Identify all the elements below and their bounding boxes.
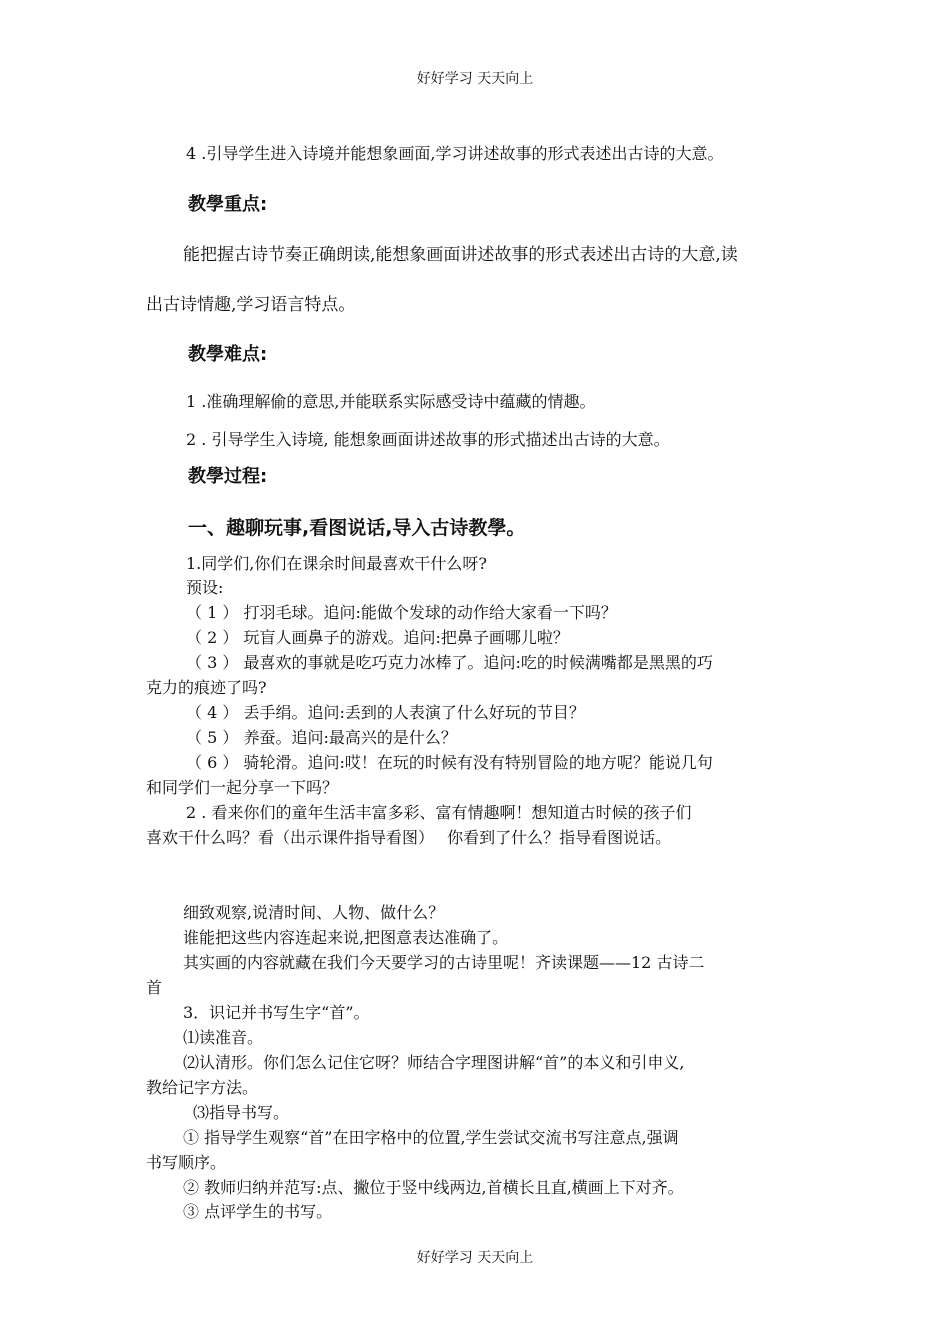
section1-heading: 一、趣聊玩事,看图说话,导入古诗教學。 <box>188 517 526 539</box>
difficulty-item: 2 . 引导学生入诗境, 能想象画面讲述故事的形式描述出古诗的大意。 <box>186 430 670 449</box>
section1-line: （ 2 ） 玩盲人画鼻子的游戏。追问:把鼻子画哪儿啦？ <box>186 628 569 647</box>
objective-4: 4 .引导学生进入诗境并能想象画面,学习讲述故事的形式表述出古诗的大意。 <box>186 144 724 163</box>
section1-line: 喜欢干什么吗？看（出示课件指导看图） 你看到了什么？指导看图说话。 <box>146 828 672 847</box>
key-points-heading: 教學重点: <box>188 194 268 215</box>
section1-line: （ 3 ） 最喜欢的事就是吃巧克力冰棒了。追问:吃的时候满嘴都是黑黑的巧 <box>186 653 713 672</box>
section2-line: ② 教师归纳并范写:点、撇位于竖中线两边,首横长且直,横画上下对齐。 <box>183 1178 684 1197</box>
section2-line: ⑴读准音。 <box>183 1028 264 1047</box>
section2-line: 细致观察,说清时间、人物、做什么？ <box>183 903 445 922</box>
section2-line: 教给记字方法。 <box>146 1078 259 1097</box>
section1-line: 1.同学们,你们在课余时间最喜欢干什么呀? <box>186 554 487 573</box>
section2-line: 谁能把这些内容连起来说,把图意表达准确了。 <box>183 928 509 947</box>
difficulty-item: 1 .准确理解偷的意思,并能联系实际感受诗中蕴藏的情趣。 <box>186 392 596 411</box>
page-header: 好好学习 天天向上 <box>416 71 534 87</box>
section1-line: （ 4 ） 丢手绢。追问:丢到的人表演了什么好玩的节目？ <box>186 703 585 722</box>
section1-line: （ 5 ） 养蚕。追问:最高兴的是什么？ <box>186 728 457 747</box>
page-footer: 好好学习 天天向上 <box>416 1250 534 1266</box>
process-heading: 教學过程: <box>188 466 268 487</box>
section1-line: 预设: <box>186 578 224 597</box>
section1-line: （ 1 ） 打羽毛球。追问:能做个发球的动作给大家看一下吗？ <box>186 603 617 622</box>
section1-line: 克力的痕迹了吗? <box>146 678 267 697</box>
section2-line: ⑶指导书写。 <box>193 1103 290 1122</box>
section2-line: ③ 点评学生的书写。 <box>183 1202 333 1221</box>
key-points-line: 出古诗情趣,学习语言特点。 <box>146 295 356 315</box>
difficulties-heading: 教學难点: <box>188 344 268 365</box>
section2-line: 首 <box>146 978 163 997</box>
section1-line: 和同学们一起分享一下吗？ <box>146 778 339 797</box>
section2-line: 其实画的内容就藏在我们今天要学习的古诗里呢！齐读课题——12 古诗二 <box>183 953 705 972</box>
section2-line: ① 指导学生观察“首”在田字格中的位置,学生尝试交流书写注意点,强调 <box>183 1128 679 1147</box>
key-points-line: 能把握古诗节奏正确朗读,能想象画面讲述故事的形式表述出古诗的大意,读 <box>183 245 738 265</box>
section2-line: 3．识记并书写生字“首”。 <box>183 1003 370 1022</box>
section1-line: 2 . 看来你们的童年生活丰富多彩、富有情趣啊！想知道古时候的孩子们 <box>186 803 692 822</box>
section1-line: （ 6 ） 骑轮滑。追问:哎！在玩的时候有没有特别冒险的地方呢？能说几句 <box>186 753 713 772</box>
section2-line: ⑵认清形。你们怎么记住它呀？师结合字理图讲解“首”的本义和引申义, <box>183 1053 685 1072</box>
section2-line: 书写顺序。 <box>146 1153 227 1172</box>
